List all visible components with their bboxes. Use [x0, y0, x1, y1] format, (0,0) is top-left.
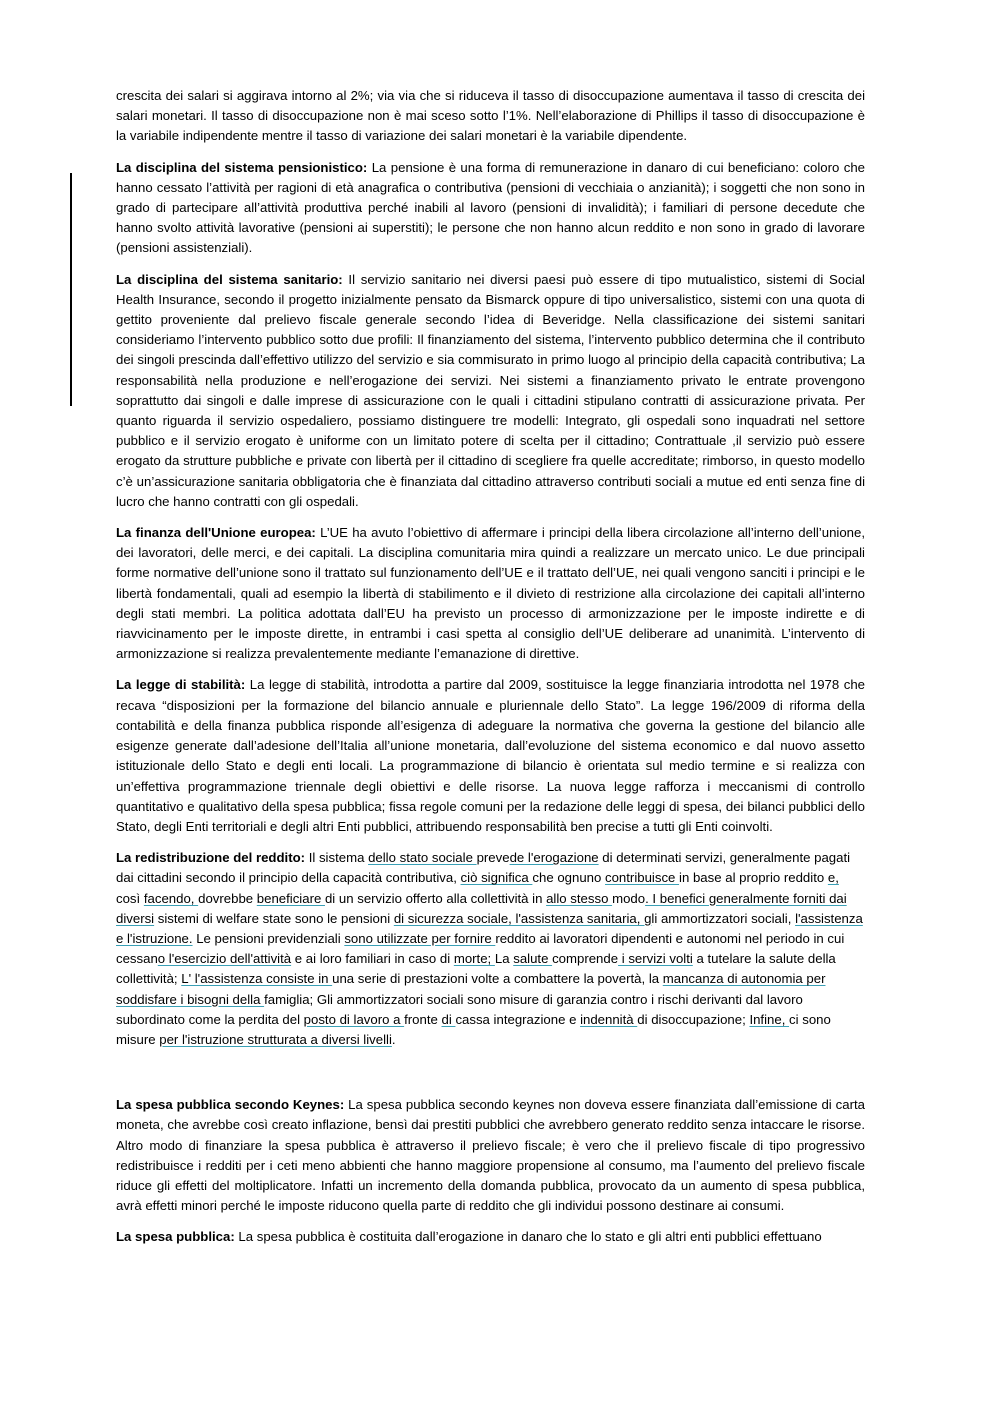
section-heading: La redistribuzione del reddito:	[116, 850, 306, 866]
paragraph-text: La spesa pubblica è costituita dall’erogazione in danaro che lo stato e gli altri enti pubblici effettuano	[234, 1229, 822, 1245]
tracked-change-text[interactable]: dello stato sociale	[368, 850, 477, 866]
paragraph-text-segment: e ai loro familiari in caso di	[291, 951, 454, 967]
paragraph-text-segment: reddito ai lavoratori dipendenti e autonomi nel periodo in cui cessan	[116, 930, 845, 967]
paragraph-text-segment: sistemi di welfare state sono le pensioni	[154, 910, 394, 926]
paragraph-text-segment: preve	[476, 850, 510, 866]
redistribuzione-body	[116, 850, 863, 1047]
paragraph-text-segment: così	[116, 890, 144, 906]
paragraph-sistema-pensionistico	[116, 158, 865, 259]
paragraph-text: La legge di stabilità, introdotta a partire dal 2009, sostituisce la legge finanziaria introdotta nel 1978 che recava “disposizioni per la formazione del bilancio annuale e pluriennale dello Stato”. La legge 196/2009 di riforma della contabilità e della finanza pubblica risponde all’esigenza di adeguare la normativa che governa la gestione del bilancio alle esigenze generate dall’adesione dell’Italia all’unione monetaria, dall’evoluzione del sistema economico e dal nuovo assetto istituzionale dello Stato e degli enti locali. La programmazione di bilancio è orientata sul medio termine e si realizza con un’effettiva programmazione triennale degli obiettivi e delle risorse. La nuova legge rafforza i meccanismi di controllo quantitativo e qualitativo della spesa pubblica; fissa regole comuni per la redazione delle leggi di spesa, dei bilanci pubblici dello Stato, degli Enti territoriali e degli altri Enti pubblici, attribuendo responsabilità ben precise a tutti gli Enti coinvolti.	[116, 677, 865, 834]
document-body	[116, 86, 865, 1259]
tracked-change-text[interactable]: L' l'assistenza consiste in	[181, 971, 333, 987]
paragraph-text-segment: fronte	[404, 1011, 442, 1027]
paragraph-spesa-keynes	[116, 1095, 865, 1216]
paragraph-text-segment: in base al proprio reddito	[679, 870, 828, 886]
section-heading: La legge di stabilità:	[116, 677, 246, 693]
paragraph-text-segment: Le pensioni previdenziali	[192, 930, 345, 946]
tracked-change-text[interactable]: ciò significa	[460, 870, 533, 886]
tracked-change-text[interactable]: Infine,	[749, 1011, 790, 1027]
tracked-change-text[interactable]: sono utilizzate per fornire	[344, 930, 496, 946]
section-heading: La disciplina del sistema pensionistico:	[116, 159, 368, 175]
paragraph-text-segment: li ammortizzatori sociali,	[651, 910, 796, 926]
paragraph-text-segment: di determinati servizi, generalmente pagati dai cittadini secondo il principio della capacità contributiva,	[116, 850, 851, 886]
tracked-change-text[interactable]: beneficiare	[256, 890, 325, 906]
tracked-change-text[interactable]: . I benefici generalmente forniti dai diversi	[116, 890, 847, 926]
paragraph-phillips	[116, 86, 865, 147]
paragraph-text-segment: a tutelare la salute della collettività;	[116, 951, 836, 987]
tracked-change-text[interactable]: allo stesso	[546, 890, 613, 906]
paragraph-text: crescita dei salari si aggirava intorno al 2%; via via che si riduceva il tasso di disoccupazione aumentava il tasso di crescita dei salari monetari. Il tasso di disoccupazione non è mai sceso sotto l’1%. Nell’elaborazione di Phillips il tasso di disoccupazione è la variabile indipendente mentre il tasso di variazione dei salari monetari è la variabile dipendente.	[116, 88, 865, 144]
section-heading: La spesa pubblica:	[116, 1229, 235, 1245]
paragraph-text-segment: ci sono misure	[116, 1011, 831, 1047]
paragraph-redistribuzione	[116, 848, 865, 1050]
paragraph-text: L’UE ha avuto l’obiettivo di affermare i principi della libera circolazione all’interno dell’unione, dei lavoratori, delle merci, e dei capitali. La disciplina comunitaria mira quindi a realizzare un mercato unico. Le due principali forme normative dell’unione sono il trattato sul funzionamento dell’UE e il trattato dell’UE, nei quali vengono sanciti i principi e le libertà fondamentali, quali ad esempio la libertà di stabilimento e il divieto di restrizione alla circolazione dei capitali all’interno degli stati membri. La politica adottata dall’EU ha previsto un processo di armonizzazione per le imposte indirette e di riavvicinamento per le imposte dirette, in entrambi i casi spetta al consiglio dell’UE deliberare ad unanimità. L’intervento di armonizzazione si realizza prevalentemente mediante l’emanazione di direttive.	[116, 525, 866, 662]
tracked-change-text[interactable]: o l'esercizio dell'attività	[157, 951, 292, 967]
tracked-change-text[interactable]: per l'istruzione strutturata a diversi livelli	[159, 1031, 392, 1047]
tracked-change-text[interactable]: mancanza di autonomia per soddisfare i bisogni della	[116, 971, 826, 1007]
paragraph-text-segment: La	[494, 951, 514, 967]
paragraph-text-segment: famiglia; Gli ammortizzatori sociali sono misure di garanzia contro i rischi derivanti dal lavoro subordinato come la perdita del	[116, 991, 803, 1027]
paragraph-text-segment: una serie di prestazioni volte a combattere la povertà, la	[332, 971, 663, 987]
paragraph-text-segment: dovrebbe	[198, 890, 257, 906]
paragraph-finanza-ue	[116, 523, 865, 664]
tracked-change-text[interactable]: de l'erogazione	[509, 850, 599, 866]
paragraph-text-segment: che ognuno	[532, 870, 605, 886]
paragraph-text-segment: modo	[612, 890, 646, 906]
paragraph-text: La spesa pubblica secondo keynes non doveva essere finanziata dall’emissione di carta moneta, che avrebbe così creato inflazione, bensì dai prestiti pubblici che avrebbero generato reddito senza intaccare le risorse. Altro modo di finanziare la spesa pubblica è attraverso il prelievo fiscale; è vero che il prelievo fiscale di tipo progressivo redistribuisce i redditi per i ceti meno abbienti che hanno maggiore propensione al consumo, ma l’aumento del prelievo fiscale riduce gli effetti del moltiplicatore. Infatti un incremento della domanda pubblica, provocato da un aumento di spesa pubblica, avrà effetti minori perché le imposte riducono quella parte di reddito che gli individui possono destinare ai consumi.	[116, 1097, 865, 1214]
paragraph-spacer	[116, 1061, 865, 1095]
tracked-change-text[interactable]: salute	[513, 951, 553, 967]
paragraph-sistema-sanitario	[116, 270, 865, 512]
tracked-change-text[interactable]: l'assistenza e l'istruzione.	[116, 910, 863, 946]
paragraph-spesa-pubblica	[116, 1227, 865, 1247]
paragraph-text-segment: .	[391, 1031, 396, 1047]
section-heading: La disciplina del sistema sanitario:	[116, 271, 343, 287]
paragraph-text: Il servizio sanitario nei diversi paesi può essere di tipo mutualistico, sistemi di Social Health Insurance, secondo il progetto inizialmente pensato da Bismarck oppure di tipo universalistico, sistemi con una quota di gettito proveniente dal prelievo fiscale generale secondo l’idea di Beveridge. Nella classificazione dei sistemi sanitari consideriamo l’intervento pubblico sotto due profili: Il finanziamento del sistema, l’intervento pubblico determina che il contributo dei singoli prescinda dall’effettivo utilizzo del servizio e sia commisurato in primo luogo al principio della capacità contributiva; La responsabilità nella produzione e nell’erogazione dei servizi. Nei sistemi a finanziamento privato le entrate provengono soprattutto dai singoli e dalle imprese di assicurazione con le quali i cittadini stipulano contratti di assicurazione privata. Per quanto riguarda il servizio ospedaliero, possiamo distinguere tre modelli: Integrato, gli ospedali sono inquadrati nel settore pubblico e il servizio erogato è uniforme con un limitato potere di scelta per il cittadino; Contrattuale ,il servizio può essere erogato da strutture pubbliche e private con libertà per il cittadino di scegliere fra quelle accreditate; rimborso, in questo modello c’è un’assicurazione sanitaria obbligatoria che è finanziata dal cittadino attraverso contributi sociali a mutue ed enti senza fine di lucro che hanno contratti con gli ospedali.	[116, 271, 865, 509]
paragraph-text: La pensione è una forma di remunerazione in danaro di cui beneficiano: coloro che hanno cessato l’attività per ragioni di età anagrafica o contributiva (pensioni di vecchiaia o anzianità); i soggetti che non sono in grado di partecipare all’attività produttiva perché inabili al lavoro (pensioni di invalidità); i familiari di persone decedute che hanno svolto attività lavorative (pensioni ai superstiti); le persone che non hanno alcun reddito e non sono in grado di lavorare (pensioni assistenziali).	[116, 159, 865, 256]
section-heading: La finanza dell'Unione europea:	[116, 525, 316, 541]
tracked-change-text[interactable]: i servizi volti	[618, 951, 693, 967]
revision-change-bar	[70, 173, 72, 406]
paragraph-text-segment: di disoccupazione;	[637, 1011, 750, 1027]
tracked-change-text[interactable]: di	[441, 1011, 456, 1027]
tracked-change-text[interactable]: posto di lavoro a	[303, 1011, 405, 1027]
tracked-change-text[interactable]: e,	[827, 870, 839, 886]
paragraph-text-segment: Il sistema	[305, 850, 369, 866]
tracked-change-text[interactable]: facendo,	[143, 890, 199, 906]
section-heading: La spesa pubblica secondo Keynes:	[116, 1097, 345, 1113]
paragraph-text-segment: di un servizio offerto alla collettività in	[324, 890, 547, 906]
tracked-change-text[interactable]: indennità	[580, 1011, 638, 1027]
paragraph-legge-stabilita	[116, 675, 865, 837]
tracked-change-text[interactable]: morte;	[453, 951, 495, 967]
paragraph-text-segment: comprende	[552, 951, 619, 967]
paragraph-text-segment: cassa integrazione e	[455, 1011, 581, 1027]
tracked-change-text[interactable]: contribuisce	[605, 870, 680, 886]
tracked-change-text[interactable]: di sicurezza sociale, l'assistenza sanitaria, g	[393, 910, 652, 926]
